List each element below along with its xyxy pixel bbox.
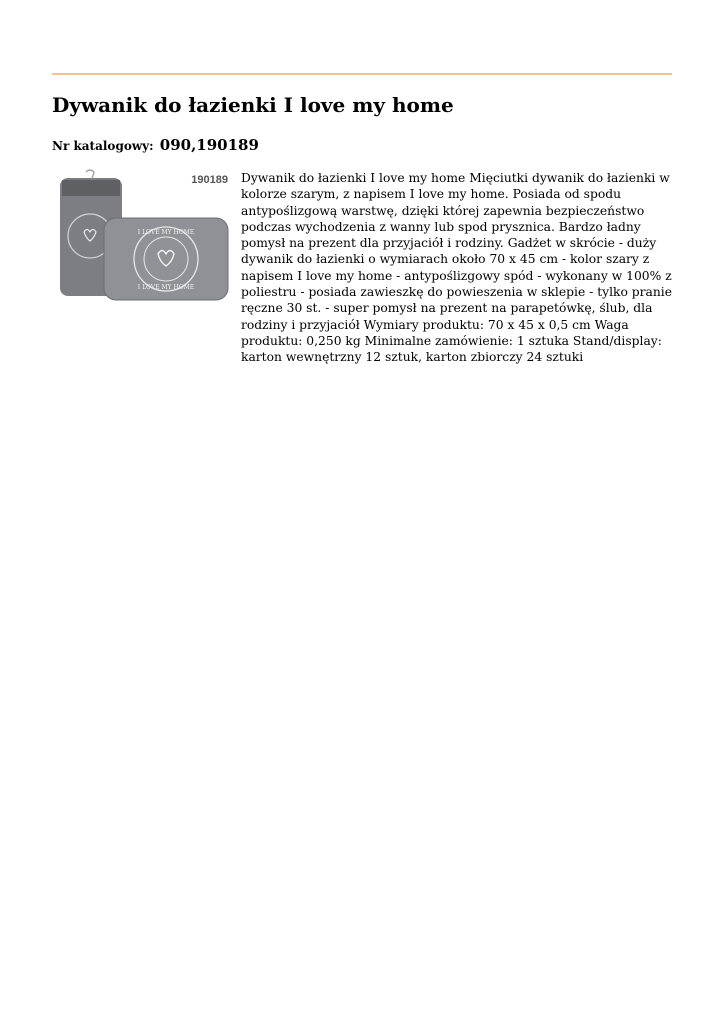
catalog-number: 090,190189 <box>159 136 259 154</box>
header-divider <box>52 73 672 75</box>
product-description: Dywanik do łazienki I love my home Mięciutki dywanik do łazienki w kolorze szarym, z napisem I love my home. Posiada od spodu antypoślizgową warstwę, dzięki której zapewnia bezpieczeństwo podczas wychodzenia z wanny lub spod prysznica. Bardzo ładny pomysł na prezent dla przyjaciół i rodziny. Gadżet w skrócie - duży dywanik do łazienki o wymiarach około 70 x 45 cm - kolor szary z napisem I love my home - antypoślizgowy spód - wykonany w 100% z poliestru - posiada zawieszkę do powieszenia w sklepie - tylko pranie ręczne 30 st. - super pomysł na prezent na parapetówkę, ślub, dla rodziny i przyjaciół Wymiary produktu: 70 x 45 x 0,5 cm Waga produktu: 0,250 kg Minimalne zamówienie: 1 sztuka Stand/display: karton wewnętrzny 12 sztuk, karton zbiorczy 24 sztuki <box>241 171 672 365</box>
package-label <box>62 180 120 196</box>
product-title: Dywanik do łazienki I love my home <box>52 93 454 117</box>
bath-mat-illustration <box>56 168 230 302</box>
mat-print-text: I LOVE MY HOME <box>137 229 195 236</box>
product-image <box>56 168 230 302</box>
catalog-label: Nr katalogowy: <box>52 139 154 153</box>
hanger-hook-icon <box>86 170 94 179</box>
image-sku-label: 190189 <box>191 174 228 186</box>
mat-print-text-bottom: I LOVE MY HOME <box>137 284 195 291</box>
catalog-number-row <box>52 135 259 156</box>
